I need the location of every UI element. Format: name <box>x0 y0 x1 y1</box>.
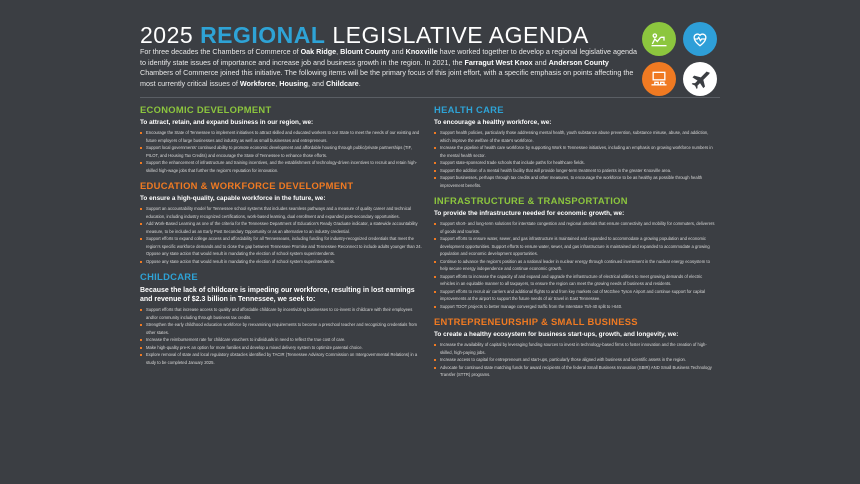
right-column <box>434 104 716 385</box>
bullet-item: Support efforts to recruit air carriers and additional flights to and from key markets out of McGhee Tyson Airport and continue support for capital improvements at the airport to support the future needs of air travel in East Tennessee. <box>434 288 716 303</box>
bullet-item: Support the enhancement of infrastructure and training incentives, and the establishment of technology-driven incentives to recruit and retain high-skilled high-wage jobs that further the region's reputation for innovation. <box>140 159 422 174</box>
title-rest: LEGISLATIVE AGENDA <box>332 22 589 48</box>
section-lead: To create a healthy ecosystem for business start-ups, growth, and longevity, we: <box>434 331 679 338</box>
section-title: ECONOMIC DEVELOPMENT <box>140 104 272 115</box>
bullet-item: Advocate for continued state matching funds for award recipients of the federal Small Business Innovation (SBIR) AND Small Business Technology Transfer (STTR) programs. <box>434 364 716 379</box>
bullet-item: Support the addition of a mental health facility that will provide longer-term treatment to patients in the greater Knoxville area. <box>434 167 716 175</box>
intro-text: Chambers of Commerce joined this initiative. The following items will be the primary focus of this joint effort, with a specific emphasis on points affecting the most currently critical issues of <box>140 68 634 88</box>
intro-emphasis: Knoxville <box>405 47 438 56</box>
intro-emphasis: Workforce <box>239 78 276 88</box>
section-title: CHILDCARE <box>140 271 198 282</box>
intro-emphasis: Oak Ridge <box>300 47 337 56</box>
bullet-item: Support efforts to ensure water, sewer, and gas infrastructure is maintained and expanded to accommodate a growing population and economic development opportunities. Support efforts to ensure water, sewer, and gas infrastructure is maintained and expanded to accommodate a growing population and economic development opportunities. <box>434 235 716 258</box>
bullet-item: Support an accountability model for Tennessee school systems that includes seamless pathways and a measure of quality career and technical education, including industry recognized certifications, work-based learning, dual enrollment and expanded post-secondary opportunities. <box>140 205 422 220</box>
bullet-item: Support efforts to increase the capacity of and expand and upgrade the infrastructure of electrical utilities to meet growing demands of electric vehicles in an equitable manner to all taxpayers, to ensure the region can meet the growing needs of business and residents. <box>434 273 716 288</box>
section-entrepreneurship <box>434 316 716 379</box>
bullet-list <box>434 341 716 379</box>
section-lead: To encourage a healthy workforce, we: <box>434 119 552 126</box>
bullet-list <box>140 306 422 366</box>
bullet-item: Strengthen the early childhood education workforce by reexamining requirements to become a preschool teacher and recognizing credentials from other states. <box>140 321 422 336</box>
bullet-item: Increase the availability of capital by leveraging funding sources to invest in technology-based firms to foster innovation and the creation of high-skilled, high-paying jobs. <box>434 341 716 356</box>
intro-emphasis: Childcare <box>326 78 359 88</box>
focus-icons <box>642 22 722 102</box>
bullet-item: Support state-sponsored trade schools that include paths for healthcare fields. <box>434 159 716 167</box>
bullet-item: Support efforts that increase access to quality and affordable childcare by incentivizing businesses to co-invest in childcare with their employees and/or community including through business tax credits. <box>140 306 422 321</box>
section-lead: To ensure a high-quality, capable workforce in the future, we: <box>140 195 326 202</box>
bullet-list <box>434 220 716 310</box>
intro-text: , <box>275 78 280 88</box>
title-highlight: REGIONAL <box>200 22 326 48</box>
title-year: 2025 <box>140 22 194 48</box>
intro-text: , and <box>308 78 327 88</box>
section-economic-development <box>140 104 422 174</box>
bullet-list <box>140 205 422 265</box>
page-title <box>140 22 589 49</box>
intro-text: . <box>358 78 361 88</box>
bullet-item: Oppose any state action that would result in mandating the election of school system superintendents. <box>140 258 422 266</box>
intro-emphasis: Farragut West Knox <box>464 57 533 67</box>
section-education-workforce <box>140 180 422 265</box>
section-childcare <box>140 271 422 366</box>
section-title: HEALTH CARE <box>434 104 504 115</box>
intro-paragraph <box>140 47 640 89</box>
section-health-care <box>434 104 716 189</box>
heart-health-icon <box>683 22 717 56</box>
people-growth-icon <box>642 22 676 56</box>
bullet-item: Increase the pipeline of health care workforce by supporting Work In Tennessee initiatives, including an emphasis on growing workforce numbers in the mental health sector. <box>434 144 716 159</box>
bullet-item: Support efforts to expand college access and affordability for all Tennesseans, including funding for industry-recognized credentials that meet the region's specific workforce demands and to close the gap between Tennessee Promise and Tennessee Reconnect to include adults younger than 24. Oppose any state action that would result in mandating the election of school system superintendents. <box>140 235 422 258</box>
intro-emphasis: Anderson County <box>548 57 609 67</box>
bullet-item: Support businesses, perhaps through tax credits and other measures, to encourage the workforce to be as healthy as possible through health improvement benefits. <box>434 174 716 189</box>
intro-text: have worked together to develop a regional legislative agenda to identify state issues of importance and increase job and business growth in the region. In 2021, the <box>140 47 638 67</box>
section-lead: Because the lack of childcare is impeding our workforce, resulting in lost earnings and revenue of $2.3 billion in Tennessee, we seek to: <box>140 287 415 303</box>
bullet-item: Continue to advance the region's position as a national leader in nuclear energy through continued investment in the nuclear energy ecosystem to help secure energy independence and continue economic growth. <box>434 258 716 273</box>
bullet-item: Make high-quality pre-K an option for more families and develop a mixed delivery system to optimize parental choice. <box>140 344 422 352</box>
left-column <box>140 104 422 372</box>
bullet-item: Support short- and long-term solutions for interstate congestion and regional arterials that ensure connectivity and mobility for commuters, deliverers of goods and tourists. <box>434 220 716 235</box>
intro-text: , <box>336 47 341 56</box>
header-divider <box>140 97 720 98</box>
bullet-list <box>434 129 716 189</box>
bullet-item: Increase the reimbursement rate for childcare vouchers to individuals in need to reflect the true cost of care. <box>140 336 422 344</box>
section-lead: To attract, retain, and expand business in our region, we: <box>140 119 314 126</box>
bullet-item: Support health policies, particularly those addressing mental health, youth substance abuse prevention, substance misuse, abuse, and addiction, which improve the welfare of the state's workforce. <box>434 129 716 144</box>
intro-text: For three decades the Chambers of Commerce of <box>140 47 301 56</box>
section-lead: To provide the infrastructure needed for economic growth, we: <box>434 210 625 217</box>
bullet-item: Increase access to capital for entrepreneurs and start-ups, particularly those aligned with business and scientific assets in the region. <box>434 356 716 364</box>
section-title: INFRASTRUCTURE & TRANSPORTATION <box>434 195 628 206</box>
bullet-item: Support TDOT projects to better manage converged traffic from the Interstate 75/I-40 split to I-640. <box>434 303 716 311</box>
bullet-list <box>140 129 422 174</box>
classroom-icon <box>642 62 676 96</box>
intro-emphasis: Housing <box>279 78 309 88</box>
intro-text: and <box>532 57 549 67</box>
section-infrastructure-transportation <box>434 195 716 310</box>
bullet-item: Encourage the State of Tennessee to implement initiatives to attract skilled and educated workers to our State to meet the needs of our existing and future employers of large businesses and industry as well as small businesses and entrepreneurs. <box>140 129 422 144</box>
bullet-item: Add Work-Based Learning as one of the criteria for the Tennessee Department of Education's Ready Graduate indicator, a statewide accountability measure, to be included as an Early Post Secondary Opportunity or as an alternative to an industry credential. <box>140 220 422 235</box>
intro-emphasis: Blount County <box>340 47 390 56</box>
section-title: ENTREPRENEURSHIP & SMALL BUSINESS <box>434 316 638 327</box>
intro-text: and <box>389 47 406 56</box>
airplane-icon <box>683 62 717 96</box>
bullet-item: Explore removal of state and local regulatory obstacles identified by TACIR (Tennessee Advisory Commission on Intergovernmental Relations) in a study to be completed January 2025. <box>140 351 422 366</box>
section-title: EDUCATION & WORKFORCE DEVELOPMENT <box>140 180 354 191</box>
bullet-item: Support local governments' continued ability to promote economic development and affordable housing through public/private partnerships (TIF, PILOT, and Housing Tax Credits) and encourage the State of Tennessee to enhance those efforts. <box>140 144 422 159</box>
